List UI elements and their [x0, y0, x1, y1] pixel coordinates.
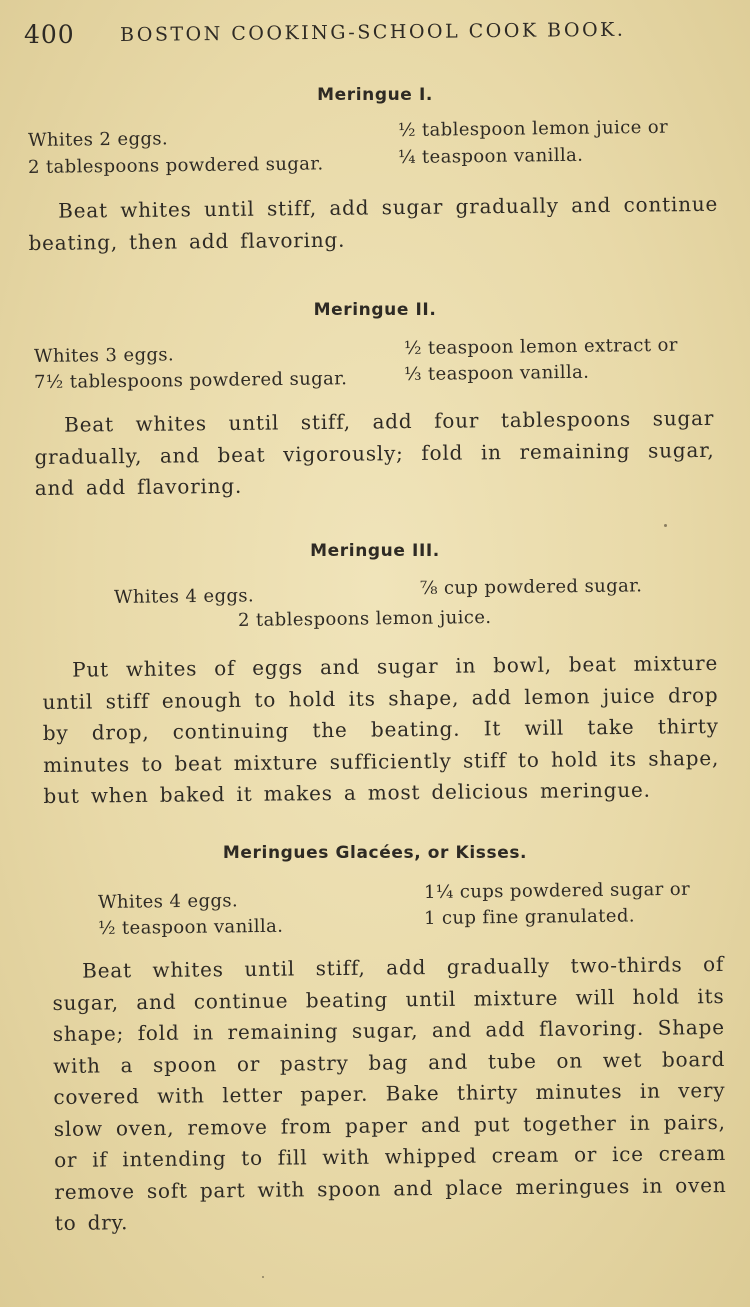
recipe-title-meringue-1: Meringue I.	[317, 85, 433, 105]
ingredient: 2 tablespoons lemon juice.	[237, 606, 492, 631]
ingredient: Whites 4 eggs.	[97, 890, 239, 913]
recipe-method-meringue-3: Put whites of eggs and sugar in bowl, beat mixture until stiff enough to hold its shape, add lemon juice drop by drop, continuing the beating. It will take thirty minutes to beat mixture sufficiently stiff to hold its shape, but when baked it makes a most delicious meringue.	[42, 650, 720, 808]
recipe-method-meringue-2: Beat whites until stiff, add four tablespoons sugar gradually, and beat vigorously; fold in remaining sugar, and add flavoring.	[34, 405, 715, 500]
ingredient: Whites 3 eggs.	[33, 344, 175, 367]
book-title: BOSTON COOKING-SCHOOL COOK BOOK.	[119, 18, 626, 46]
recipe-method-meringue-1: Beat whites until stiff, add sugar gradually and continue beating, then add flavoring.	[28, 191, 719, 255]
recipe-title-meringues-glacees: Meringues Glacées, or Kisses.	[222, 843, 528, 863]
ingredient: 1¼ cups powdered sugar or	[423, 878, 691, 903]
ingredient: ½ tablespoon lemon juice or	[397, 116, 669, 141]
ingredient: 2 tablespoons powdered sugar.	[27, 153, 324, 178]
recipe-title-meringue-3: Meringue III.	[310, 541, 440, 561]
ingredient: ¼ teaspoon vanilla.	[397, 144, 584, 168]
paper-speck	[664, 524, 667, 527]
running-head	[24, 18, 724, 52]
ingredient: 7½ tablespoons powdered sugar.	[33, 368, 348, 393]
ingredient: Whites 2 eggs.	[27, 128, 169, 151]
ingredient: ⅓ teaspoon vanilla.	[403, 361, 590, 385]
recipe-method-meringues-glacees: Beat whites until stiff, add gradually two-thirds of sugar, and continue beating until mixture will hold its shape; fold in remaining sugar, and add flavoring. Shape with a spoon or pastry bag and tube on wet board covered with letter paper. Bake thirty minutes in very slow oven, remove from paper and put together in pairs, or if intending to fill with whipped cream or ice cream remove soft part with spoon and place meringues in oven to dry.	[52, 951, 727, 1235]
page-number: 400	[24, 20, 75, 49]
ingredient: ½ teaspoon lemon extract or	[403, 334, 678, 359]
ingredient: ⅞ cup powdered sugar.	[419, 575, 643, 599]
recipe-title-meringue-2: Meringue II.	[313, 300, 437, 320]
paper-speck	[262, 1276, 264, 1278]
ingredient: 1 cup fine granulated.	[423, 905, 636, 929]
ingredient: ½ teaspoon vanilla.	[97, 915, 284, 939]
ingredient: Whites 4 eggs.	[113, 585, 255, 608]
